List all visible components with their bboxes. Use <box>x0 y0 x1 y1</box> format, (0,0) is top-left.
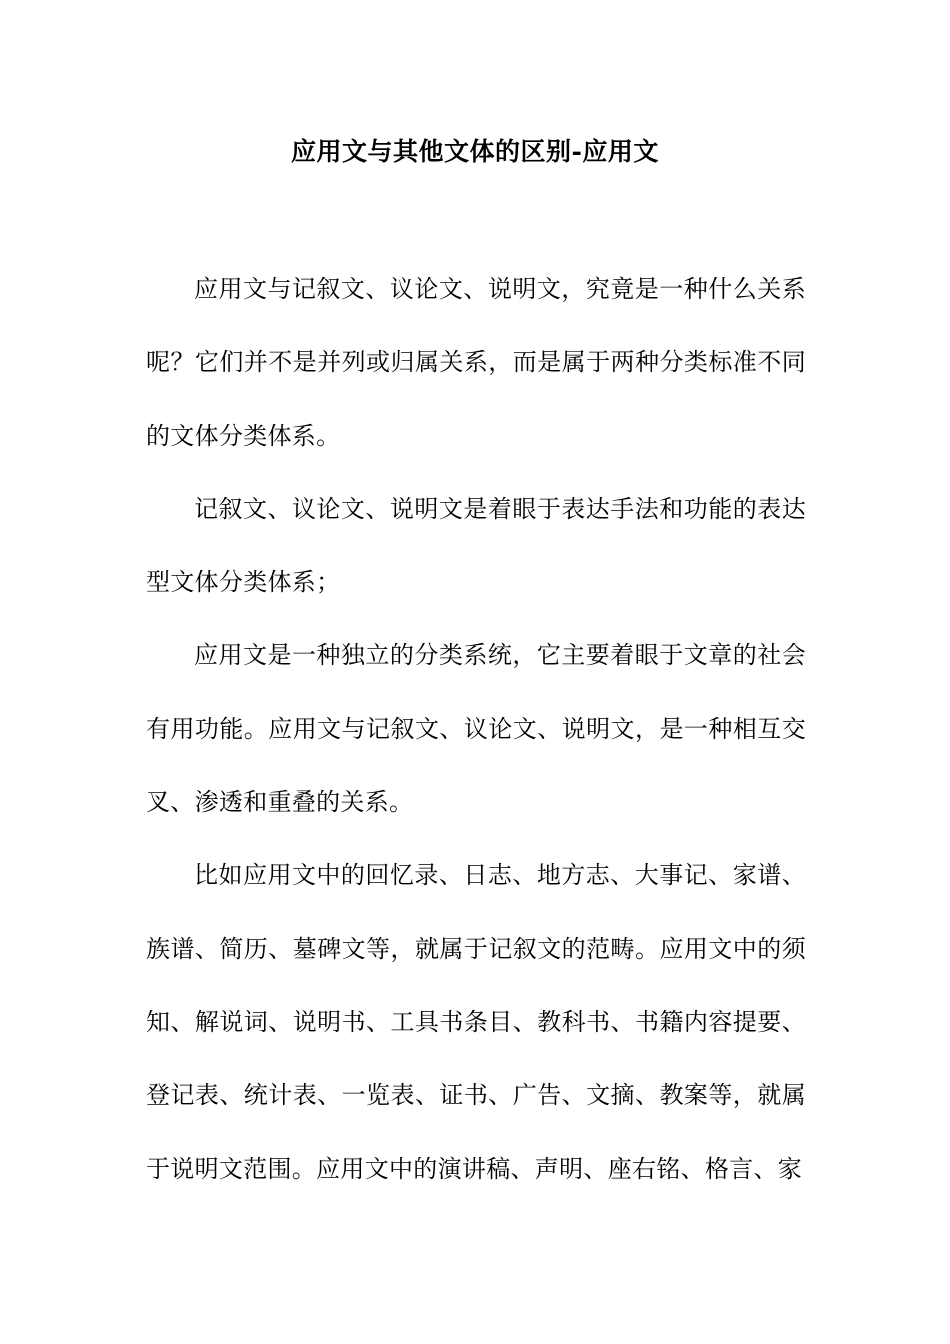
paragraph-1: 应用文与记叙文、议论文、说明文，究竟是一种什么关系呢？它们并不是并列或归属关系，而是属于两种分类标准不同的文体分类体系。 <box>146 275 806 450</box>
document-body <box>146 253 806 1206</box>
paragraph-2: 记叙文、议论文、说明文是着眼于表达手法和功能的表达型文体分类体系； <box>146 494 806 597</box>
document-title: 应用文与其他文体的区别-应用文 <box>291 137 659 166</box>
paragraph-3: 应用文是一种独立的分类系统，它主要着眼于文章的社会有用功能。应用文与记叙文、议论文、说明文，是一种相互交叉、渗透和重叠的关系。 <box>146 641 806 817</box>
paragraph-4: 比如应用文中的回忆录、日志、地方志、大事记、家谱、族谱、简历、墓碑文等，就属于记叙文的范畴。应用文中的须知、解说词、说明书、工具书条目、教科书、书籍内容提要、登记表、统计表、一览表、证书、广告、文摘、教案等，就属于说明文范围。应用文中的演讲稿、声明、座右铭、格言、家 <box>146 861 806 1183</box>
